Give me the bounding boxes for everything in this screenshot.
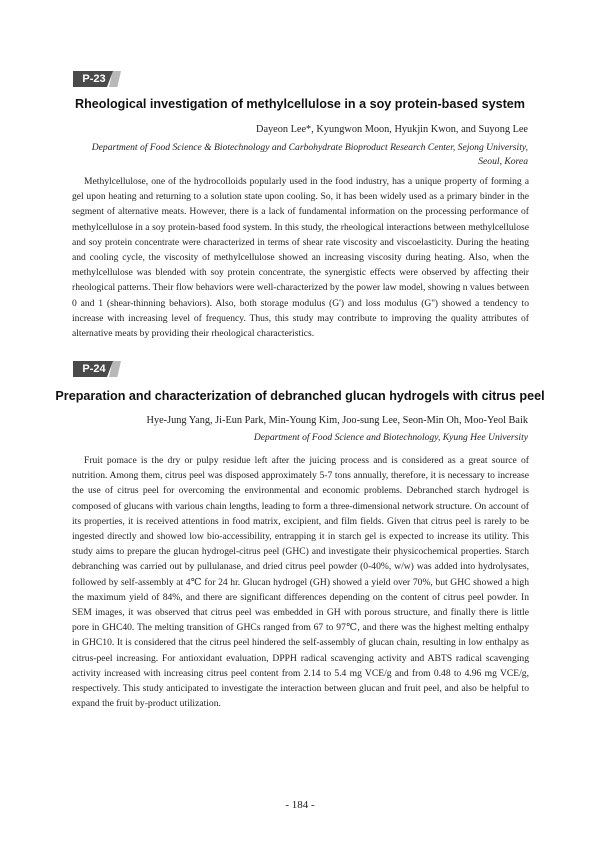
page-number: - 184 - [285,799,315,811]
section-badge [73,361,121,377]
badge-label: P-24 [82,363,106,375]
section-badge [73,71,121,87]
author-list: Dayeon Lee*, Kyungwon Moon, Hyukjin Kwon, and Suyong Lee [256,124,528,135]
abstract-title: Preparation and characterization of debranched glucan hydrogels with citrus peel [55,389,545,403]
abstract-title: Rheological investigation of methylcellulose in a soy protein-based system [75,97,525,111]
abstract-body: Fruit pomace is the dry or pulpy residue left after the juicing process and is considered as a great source of nutrition. Among them, citrus peel was disposed approximately 5-7 tons annually, therefore, it is necessary to increase the use of citrus peel for overcoming the environmental and economic problems. Debranched starch hydrogel is composed of glucans with various chain lengths, leading to form a three-dimensional network structure. On account of its properties, it is received attentions in food matrix, excipient, and film fields. Given that citrus peel is rarely to be ingested directly and showed low bio-accessibility, entrapping it in starch gel is expected to increase its utility. This study aims to prepare the glucan hydrogel-citrus peel (GHC) and investigate their physicochemical properties. Starch debranching was carried out by pullulanase, and dried citrus peel powder (0-40%, w/w) was added into hydrolysates, followed by self-assembly at 4℃ for 24 hr. Glucan hydrogel (GH) showed a yield over 70%, but GHC showed a high the maximum yield of 84%, and there are significant differences depending on the content of citrus peel powder. In SEM images, it was observed that citrus peel was embedded in GH with porous structure, and finally there is little pore in GHC40. The melting transition of GHCs ranged from 67 to 97℃, and there was the highest melting enthalpy in GHC10. It is considered that the citrus peel hindered the self-assembly of glucan chain, resulting in low enthalpy as citrus-peel increasing. For antioxidant evaluation, DPPH radical scavenging activity and ABTS radical scavenging activity increased with increasing citrus peel content from 2.14 to 5.4 mg VCE/g and from 0.48 to 4.96 mg VCE/g, respectively. This study anticipated to investigate the interaction between glucan and fruit peel, and also be helpful to expand the fruit by-product utilization. [72,455,529,710]
author-list: Hye-Jung Yang, Ji-Eun Park, Min-Young Kim, Joo-sung Lee, Seon-Min Oh, Moo-Yeol Baik [146,415,528,426]
abstract-body: Methylcellulose, one of the hydrocolloids popularly used in the food industry, has a unique property of forming a gel upon heating and returning to a solution state upon cooling. So, it has been widely used as a primary binder in the segment of alternative meats. However, there is a lack of fundamental information on the processing performance of methylcellulose in a soy protein-based food system. In this study, the rheological interactions between methylcellulose and soy protein concentrate were characterized in terms of shear rate viscosity and viscoelasticity. During the heating and cooling cycle, the viscosity of methylcellulose showed an increasing viscosity during heating. Also, when the methylcellulose was blended with soy protein concentrate, the synergistic effects were observed by affecting their rheological patterns. Their flow behaviors were well-characterized by the power law model, showing n values between 0 and 1 (shear-thinning behaviors). Also, both storage modulus (G') and loss modulus (G'') showed a tendency to increase with increasing level of frequency. Thus, this study may contribute to improving the quality attributes of alternative meats by providing their rheological characteristics. [72,176,529,340]
affiliation: Department of Food Science & Biotechnology and Carbohydrate Bioproduct Research Center, Sejong University, Seoul, Korea [91,142,528,167]
badge-label: P-23 [82,73,106,85]
affiliation: Department of Food Science and Biotechnology, Kyung Hee University [253,432,528,443]
